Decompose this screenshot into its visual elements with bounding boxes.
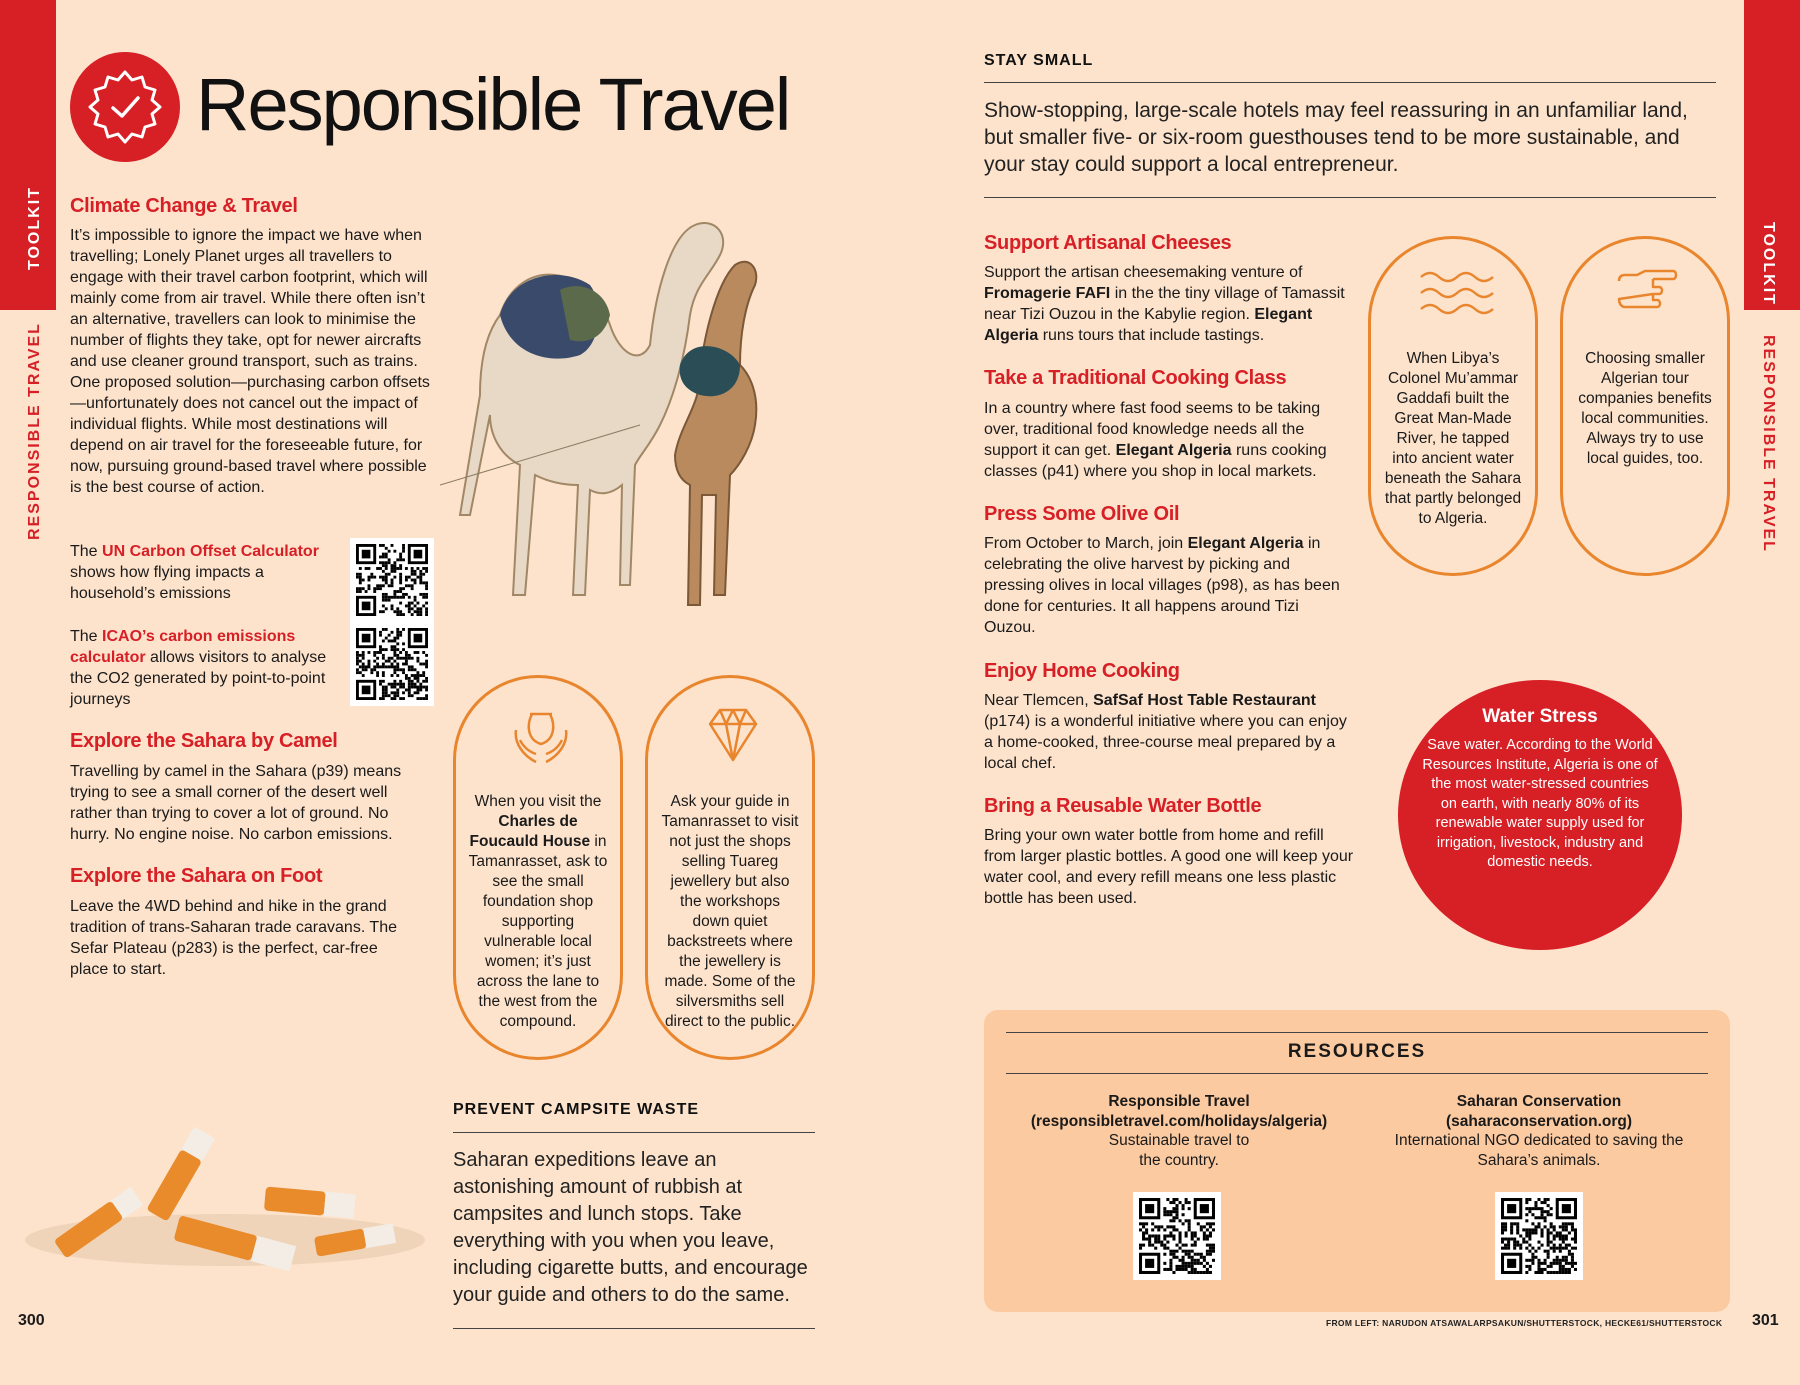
resource-name: Responsible Travel: [1108, 1093, 1250, 1110]
foucauld-tip-text: [468, 792, 608, 1032]
elegant-algeria-name-1: Elegant Algeria: [984, 306, 1313, 344]
photo-credit: FROM LEFT: NARUDON ATSAWALARPSAKUN/SHUTTERSTOCK, HECKE61/SHUTTERSTOCK: [1326, 1318, 1723, 1328]
sidebar-label-toolkit-left: TOOLKIT: [26, 186, 43, 270]
stay-small-rule-top: [984, 82, 1716, 83]
home-cooking-heading: Enjoy Home Cooking: [984, 660, 1180, 682]
page-number-left: 300: [18, 1312, 45, 1329]
icao-post: allows visitors to analyse the CO2 generated by point-to-point journeys: [70, 649, 327, 708]
resources-box: [984, 1010, 1730, 1312]
hands-offering-icon: [506, 700, 576, 770]
un-calculator-text: [70, 541, 340, 604]
resources-rule-bottom: [1006, 1073, 1708, 1074]
safsaf-restaurant-name: SafSaf Host Table Restaurant: [1093, 692, 1316, 709]
responsible-travel-qr-code[interactable]: [1133, 1192, 1221, 1280]
cheese-text: [984, 262, 1354, 346]
cooking-pre: In a country where fast food seems to be taking over, traditional food knowledge needs all the support it can get.: [984, 400, 1321, 459]
icao-calculator-text: [70, 626, 340, 710]
cooking-class-heading: Take a Traditional Cooking Class: [984, 367, 1287, 389]
foucauld-tip-card: [453, 675, 623, 1060]
resource-url[interactable]: (saharaconservation.org): [1445, 1112, 1633, 1130]
foot-text: Leave the 4WD behind and hike in the grand tradition of trans-Saharan trade caravans. The Sefar Plateau (p283) is the perfect, car-free place to start.: [70, 898, 397, 978]
jewellery-tip-text: Ask your guide in Tamanrasset to visit not just the shops selling Tuareg jewellery but also the workshops down quiet backstreets where the jewellery is made. Some of the silversmiths sell direct to the public.: [661, 793, 799, 1030]
olive-post: in celebrating the olive harvest by picking and pressing olives in local villages (p98), as has been done for centuries. It all happens around Tizi Ouzou.: [984, 535, 1340, 636]
olive-oil-text: [984, 533, 1354, 638]
resource-url[interactable]: (responsibletravel.com/holidays/algeria): [1030, 1112, 1328, 1130]
sidebar-label-section-right: RESPONSIBLE TRAVEL: [1760, 335, 1777, 553]
water-stress-text: Save water. According to the World Resources Institute, Algeria is one of the most water-stressed countries on earth, with nearly 80% of its renewable water supply used for irrigation, livestock, industry and domestic needs.: [1422, 737, 1658, 870]
cheese-post: runs tours that include tastings.: [1038, 327, 1265, 344]
climate-change-text: It’s impossible to ignore the impact we have when travelling; Lonely Planet urges all travellers to engage with their travel carbon footprint, which will mainly come from air travel. While there often isn’t an alternative, travellers can look to minimise the number of flights they take, opt for newer aircrafts and use cleaner ground transport, such as trains. One proposed solution—purchasing carbon offsets—unfortunately does not cancel out the impact of individual flights. While most destinations will depend on air travel for the foreseeable future, for now, pursuing ground-based travel where possible is the best course of action.: [70, 227, 430, 496]
campsite-rule-bottom: [453, 1328, 815, 1329]
home-pre: Near Tlemcen,: [984, 692, 1094, 709]
water-stress-title: Water Stress: [1482, 706, 1598, 727]
olive-oil-heading: Press Some Olive Oil: [984, 503, 1180, 525]
home-cooking-text: [984, 690, 1354, 774]
resource-item: [1004, 1092, 1354, 1170]
pointing-hand-icon: [1615, 267, 1681, 319]
water-stress-callout: [1398, 680, 1682, 950]
sidebar-label-toolkit-right: TOOLKIT: [1760, 222, 1777, 306]
icao-pre: The: [70, 628, 103, 645]
fromagerie-name: Fromagerie FAFI: [984, 285, 1111, 302]
water-waves-icon: [1416, 269, 1496, 319]
page-number-right: 301: [1752, 1312, 1779, 1329]
resources-rule-top: [1006, 1032, 1708, 1033]
libya-river-text: When Libya’s Colonel Mu’ammar Gaddafi built the Great Man-Made River, he tapped into ancient water beneath the Sahara that partly belonged to Algeria.: [1384, 350, 1522, 527]
home-post: (p174) is a wonderful initiative where you can enjoy a home-cooked, three-course meal prepared by a local chef.: [984, 713, 1347, 772]
resource-desc: Sustainable travel to the country.: [1108, 1132, 1250, 1169]
camels-photo: [440, 195, 820, 675]
elegant-algeria-name-3: Elegant Algeria: [1187, 535, 1304, 552]
climate-change-heading: Climate Change & Travel: [70, 195, 298, 217]
cheese-heading: Support Artisanal Cheeses: [984, 232, 1232, 254]
cheese-mid: in the the tiny village of Tamassit near Tizi Ouzou in the Kabylie region.: [984, 285, 1345, 323]
olive-pre: From October to March, join: [984, 535, 1188, 552]
diamond-icon: [698, 700, 768, 770]
campsite-rule-top: [453, 1132, 815, 1133]
un-calculator-qr-code[interactable]: [350, 538, 434, 622]
water-bottle-heading: Bring a Reusable Water Bottle: [984, 795, 1262, 817]
resource-name: Saharan Conservation: [1456, 1093, 1622, 1110]
foucauld-post: in Tamanrasset, ask to see the small foundation shop supporting vulnerable local women; it’s just across the lane to the west from the compound.: [468, 833, 608, 1030]
cooking-post: runs cooking classes (p41) where you shop in local markets.: [984, 442, 1327, 480]
page-title: Responsible Travel: [196, 63, 790, 146]
cooking-class-text: [984, 398, 1354, 482]
un-post: shows how flying impacts a household’s emissions: [70, 564, 264, 602]
local-guides-card: [1560, 236, 1730, 576]
camel-text: Travelling by camel in the Sahara (p39) means trying to see a small corner of the desert well rather than trying to cover a lot of ground. No hurry. No engine noise. No carbon emissions.: [70, 763, 402, 843]
stay-small-heading: STAY SMALL: [984, 52, 1094, 69]
resource-item: [1369, 1092, 1709, 1170]
foot-heading: Explore the Sahara on Foot: [70, 865, 323, 887]
resources-heading: RESOURCES: [1287, 1041, 1427, 1062]
elegant-algeria-name-2: Elegant Algeria: [1115, 442, 1232, 459]
un-pre: The: [70, 543, 103, 560]
local-guides-text: Choosing smaller Algerian tour companies benefits local communities. Always try to use local guides, too.: [1578, 350, 1712, 467]
jewellery-tip-card: [645, 675, 815, 1060]
campsite-waste-heading: PREVENT CAMPSITE WASTE: [453, 1101, 700, 1118]
saharan-conservation-qr-code[interactable]: [1495, 1192, 1583, 1280]
campsite-waste-text: Saharan expeditions leave an astonishing amount of rubbish at campsites and lunch stops. Take everything with you when you leave, including cigarette butts, and encourage your guide and others to do the same.: [453, 1149, 808, 1306]
resource-desc: International NGO dedicated to saving the Sahara’s animals.: [1394, 1132, 1684, 1169]
un-calculator-link[interactable]: UN Carbon Offset Calculator: [102, 543, 319, 560]
foucauld-pre: When you visit the: [474, 793, 602, 810]
sidebar-label-section-left: RESPONSIBLE TRAVEL: [26, 322, 43, 540]
foucauld-house-name: Charles de Foucauld House: [469, 813, 591, 850]
libya-river-card: [1368, 236, 1538, 576]
icao-calculator-qr-code[interactable]: [350, 622, 434, 706]
camel-heading: Explore the Sahara by Camel: [70, 730, 338, 752]
cheese-pre: Support the artisan cheesemaking venture of: [984, 264, 1303, 281]
stay-small-rule-bottom: [984, 197, 1716, 198]
water-bottle-text: Bring your own water bottle from home and refill from larger plastic bottles. A good one will keep your water cool, and every refill means one less plastic bottle has been used.: [984, 827, 1354, 907]
badge-check-icon: [70, 52, 180, 162]
icao-calculator-link[interactable]: ICAO’s carbon emissions calculator: [70, 628, 296, 666]
cigarette-butts-photo: [15, 1120, 435, 1290]
stay-small-text: Show-stopping, large-scale hotels may feel reassuring in an unfamiliar land, but smaller five- or six-room guesthouses tend to be more sustainable, and your stay could support a local entrepreneur.: [984, 99, 1688, 176]
